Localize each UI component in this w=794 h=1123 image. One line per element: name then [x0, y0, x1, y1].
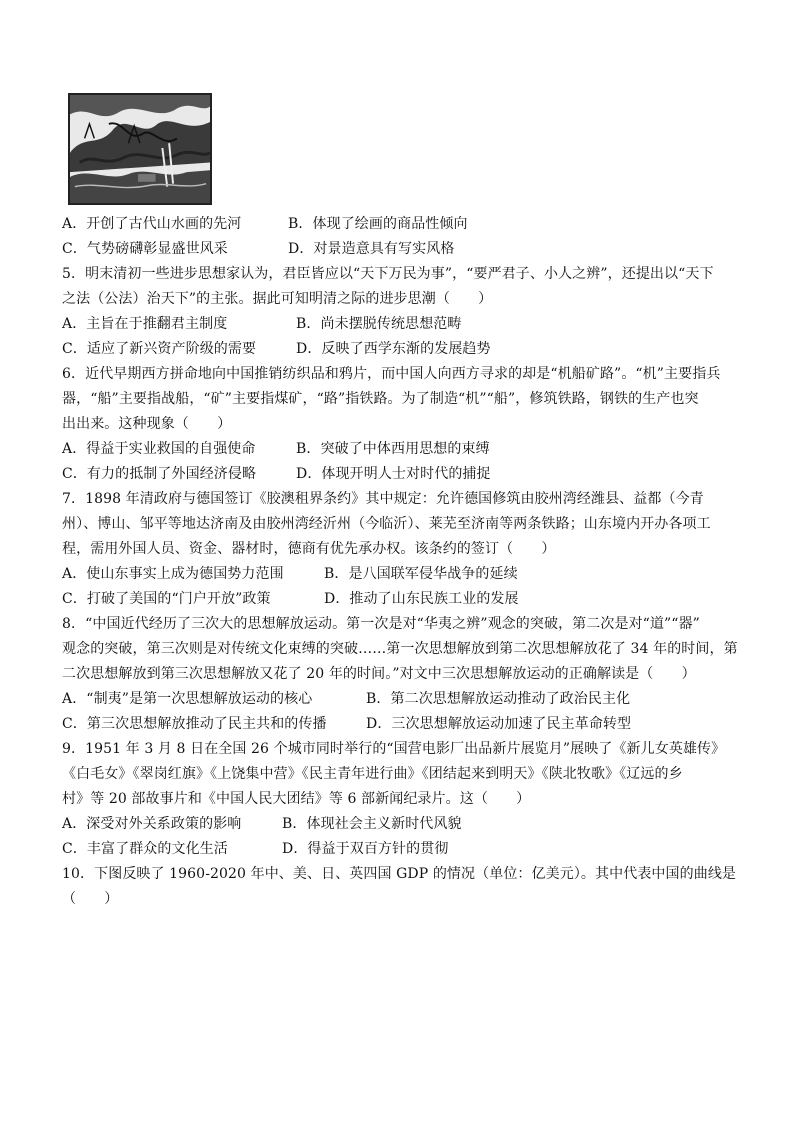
q4-options-row-1 — [62, 213, 738, 235]
q7-options-row-1 — [62, 563, 738, 585]
q4-option-a[interactable]: A．开创了古代山水画的先河 — [62, 216, 242, 232]
q8-stem-line-1: 8．“中国近代经历了三次大的思想解放运动。第一次是对“华夷之辨”观念的突破，第二次是对“道”“器” — [62, 616, 700, 632]
q6-option-d[interactable]: D．体现开明人士对时代的捕捉 — [296, 466, 491, 482]
q8-stem-line-2: 观念的突破，第三次则是对传统文化束缚的突破……第一次思想解放到第二次思想解放花了 34 年的时间，第 — [62, 641, 738, 657]
q8-option-c[interactable]: C．第三次思想解放推动了民主共和的传播 — [62, 716, 327, 732]
q7-options-row-2 — [62, 588, 738, 610]
q9-stem-line-2: 《白毛女》《翠岗红旗》《上饶集中营》《民主青年进行曲》《团结起来到明天》《陕北牧歌》《辽远的乡 — [62, 766, 683, 782]
q9-option-a[interactable]: A．深受对外关系政策的影响 — [62, 816, 242, 832]
q9-option-d[interactable]: D．得益于双百方针的贯彻 — [282, 841, 449, 857]
q5-stem-line-1: 5．明末清初一些进步思想家认为，君臣皆应以“天下万民为事”，“要严君子、小人之辨”，还提出以“天下 — [62, 266, 714, 282]
q9-option-c[interactable]: C．丰富了群众的文化生活 — [62, 841, 228, 857]
q5-option-a[interactable]: A．主旨在于推翻君主制度 — [62, 316, 228, 332]
q8-options-row-2 — [62, 713, 738, 735]
landscape-painting-image — [68, 93, 212, 205]
q9-stem-line-3: 村》等 20 部故事片和《中国人民大团结》等 6 部新闻纪录片。这（ ） — [62, 791, 531, 807]
q6-options-row-2 — [62, 463, 738, 485]
q8-option-b[interactable]: B．第二次思想解放运动推动了政治民主化 — [366, 691, 631, 707]
q7-option-d[interactable]: D．推动了山东民族工业的发展 — [324, 591, 519, 607]
q5-option-d[interactable]: D．反映了西学东渐的发展趋势 — [296, 341, 491, 357]
q10-stem-line-1: 10．下图反映了 1960-2020 年中、美、日、英四国 GDP 的情况（单位：亿美元）。其中代表中国的曲线是 — [62, 866, 737, 882]
q6-option-c[interactable]: C．有力的抵制了外国经济侵略 — [62, 466, 257, 482]
q8-option-d[interactable]: D．三次思想解放运动加速了民主革命转型 — [366, 716, 632, 732]
q9-options-row-2 — [62, 838, 738, 860]
q5-option-c[interactable]: C．适应了新兴资产阶级的需要 — [62, 341, 257, 357]
q7-option-c[interactable]: C．打破了美国的“门户开放”政策 — [62, 591, 271, 607]
q8-option-a[interactable]: A．“制夷”是第一次思想解放运动的核心 — [62, 691, 313, 707]
q7-stem-line-1: 7．1898 年清政府与德国签订《胶澳租界条约》其中规定：允许德国修筑由胶州湾经潍县、益都（今青 — [62, 491, 704, 507]
q6-stem-line-2: 器，“船”主要指战船，“矿”主要指煤矿，“路”指铁路。为了制造“机”“船”，修筑铁路，钢铁的生产也突 — [62, 391, 699, 407]
q7-option-b[interactable]: B．是八国联军侵华战争的延续 — [324, 566, 518, 582]
q8-stem-line-3: 二次思想解放到第三次思想解放又花了 20 年的时间。”对文中三次思想解放运动的正确解读是（ ） — [62, 666, 696, 682]
q5-option-b[interactable]: B．尚未摆脱传统思想范畴 — [296, 316, 462, 332]
q5-options-row-2 — [62, 338, 738, 360]
q7-option-a[interactable]: A．使山东事实上成为德国势力范围 — [62, 566, 284, 582]
q9-options-row-1 — [62, 813, 738, 835]
q4-options-row-2 — [62, 238, 738, 260]
q4-option-c[interactable]: C．气势磅礴彰显盛世风采 — [62, 241, 228, 257]
q5-stem-line-2: 之法（公法）治天下”的主张。据此可知明清之际的进步思潮（ ） — [62, 291, 493, 307]
q6-option-a[interactable]: A．得益于实业救国的自强使命 — [62, 441, 256, 457]
q4-option-d[interactable]: D．对景造意具有写实风格 — [288, 241, 455, 257]
q7-stem-line-2: 州）、博山、邹平等地达济南及由胶州湾经沂州（今临沂）、莱芜至济南等两条铁路；山东境内开办各项工 — [62, 516, 711, 532]
q5-options-row-1 — [62, 313, 738, 335]
landscape-painting-graphic — [70, 95, 210, 203]
q4-option-b[interactable]: B．体现了绘画的商品性倾向 — [288, 216, 468, 232]
q6-stem-line-3: 出出来。这种现象（ ） — [62, 416, 232, 432]
q9-option-b[interactable]: B．体现社会主义新时代风貌 — [282, 816, 462, 832]
q6-option-b[interactable]: B．突破了中体西用思想的束缚 — [296, 441, 490, 457]
q6-options-row-1 — [62, 438, 738, 460]
q10-stem-line-2: （ ） — [62, 891, 119, 907]
q6-stem-line-1: 6．近代早期西方拼命地向中国推销纺织品和鸦片，而中国人向西方寻求的却是“机船矿路”。“机”主要指兵 — [62, 366, 721, 382]
q7-stem-line-3: 程，需用外国人员、资金、器材时，德商有优先承办权。该条约的签订（ ） — [62, 541, 556, 557]
q8-options-row-1 — [62, 688, 738, 710]
q9-stem-line-1: 9．1951 年 3 月 8 日在全国 26 个城市同时举行的“国营电影厂出品新片展览月”展映了《新儿女英雄传》 — [62, 741, 726, 757]
